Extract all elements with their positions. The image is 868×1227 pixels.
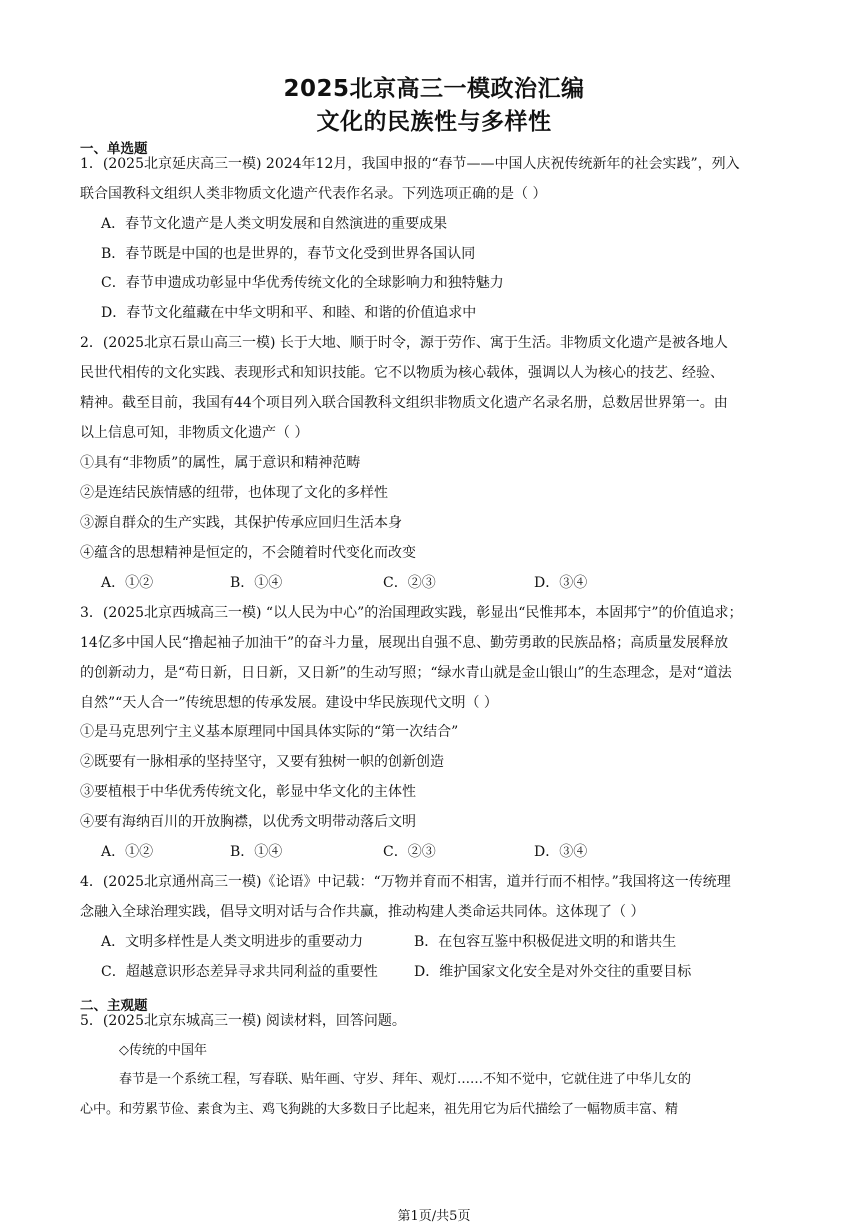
question-3-option-a: A．①② <box>101 844 154 860</box>
question-4-option-a: A．文明多样性是人类文明进步的重要动力 <box>101 934 364 950</box>
question-1-line-1: 1．(2025北京延庆高三一模) 2024年12月，我国申报的“春节——中国人庆祝传统新年的社会实践”，列入 <box>80 156 740 172</box>
question-5-line-1: 5．(2025北京东城高三一模) 阅读材料，回答问题。 <box>80 1013 406 1029</box>
question-2-statement-3: ③源自群众的生产实践，其保护传承应回归生活本身 <box>80 515 402 531</box>
document-subtitle: 文化的民族性与多样性 <box>316 109 552 135</box>
question-4-option-b: B．在包容互鉴中积极促进文明的和谐共生 <box>414 934 677 950</box>
question-2-statement-4: ④蕴含的思想精神是恒定的，不会随着时代变化而改变 <box>80 545 416 561</box>
question-1-option-c: C．春节申遗成功彰显中华优秀传统文化的全球影响力和独特魅力 <box>101 275 504 291</box>
question-4-option-d: D．维护国家文化安全是对外交往的重要目标 <box>414 964 692 980</box>
question-2-line-1: 2．(2025北京石景山高三一模) 长于大地、顺于时令，源于劳作、寓于生活。非物质文化遗产是被各地人 <box>80 335 728 351</box>
question-2-statement-1: ①具有“非物质”的属性，属于意识和精神范畴 <box>80 455 361 471</box>
section-heading-subjective: 二、主观题 <box>80 998 148 1014</box>
question-2-line-2: 民世代相传的文化实践、表现形式和知识技能。它不以物质为核心载体，强调以人为核心的技艺、经验、 <box>80 365 724 381</box>
question-2-line-3: 精神。截至目前，我国有44个项目列入联合国教科文组织非物质文化遗产名录名册，总数居世界第一。由 <box>80 395 728 411</box>
question-3-line-4: 自然”“天人合一”传统思想的传承发展。建设中华民族现代文明（ ） <box>80 695 498 711</box>
question-3-option-c: C．②③ <box>383 844 436 860</box>
question-2-statement-2: ②是连结民族情感的纽带，也体现了文化的多样性 <box>80 485 388 501</box>
question-2-line-4: 以上信息可知，非物质文化遗产（ ） <box>80 425 309 441</box>
question-3-option-b: B．①④ <box>230 844 283 860</box>
question-3-line-1: 3．(2025北京西城高三一模) “以人民为中心”的治国理政实践，彰显出“民惟邦本，本固邦宁”的价值追求； <box>80 605 743 621</box>
question-3-statement-1: ①是马克思列宁主义基本原理同中国具体实际的“第一次结合” <box>80 724 459 740</box>
material-paragraph-line-2: 心中。和劳累节俭、素食为主、鸡飞狗跳的大多数日子比起来，祖先用它为后代描绘了一幅物质丰富、精 <box>80 1102 679 1117</box>
material-heading: ◇传统的中国年 <box>119 1043 207 1058</box>
document-title: 2025北京高三一模政治汇编 <box>283 76 585 102</box>
question-2-option-a: A．①② <box>101 575 154 591</box>
section-heading-single-choice: 一、单选题 <box>80 141 148 157</box>
question-1-option-a: A．春节文化遗产是人类文明发展和自然演进的重要成果 <box>101 216 448 232</box>
question-3-line-3: 的创新动力，是“苟日新，日日新，又日新”的生动写照；“绿水青山就是金山银山”的生态理念，是对“道法 <box>80 665 732 681</box>
question-3-line-2: 14亿多中国人民“撸起袖子加油干”的奋斗力量，展现出自强不息、勤劳勇敢的民族品格；高质量发展释放 <box>80 635 729 651</box>
question-1-option-d: D．春节文化蕴藏在中华文明和平、和睦、和谐的价值追求中 <box>101 305 477 321</box>
question-4-line-1: 4．(2025北京通州高三一模)《论语》中记载：“万物并育而不相害，道并行而不相悖。”我国将这一传统理 <box>80 874 731 890</box>
question-3-statement-4: ④要有海纳百川的开放胸襟，以优秀文明带动落后文明 <box>80 814 416 830</box>
question-3-statement-3: ③要植根于中华优秀传统文化，彰显中华文化的主体性 <box>80 784 416 800</box>
question-2-option-b: B．①④ <box>230 575 283 591</box>
question-3-option-d: D．③④ <box>534 844 588 860</box>
question-3-statement-2: ②既要有一脉相承的坚持坚守，又要有独树一帜的创新创造 <box>80 754 444 770</box>
page-number: 第1页/共5页 <box>397 1209 471 1224</box>
question-1-option-b: B．春节既是中国的也是世界的，春节文化受到世界各国认同 <box>101 246 476 262</box>
question-2-option-d: D．③④ <box>534 575 588 591</box>
material-paragraph-line-1: 春节是一个系统工程，写春联、贴年画、守岁、拜年、观灯……不知不觉中，它就住进了中华儿女的 <box>119 1072 692 1087</box>
question-4-line-2: 念融入全球治理实践，倡导文明对话与合作共赢，推动构建人类命运共同体。这体现了（ ） <box>80 904 645 920</box>
question-1-line-2: 联合国教科文组织人类非物质文化遗产代表作名录。下列选项正确的是（ ） <box>80 186 547 202</box>
question-4-option-c: C．超越意识形态差异寻求共同利益的重要性 <box>101 964 378 980</box>
question-2-option-c: C．②③ <box>383 575 436 591</box>
